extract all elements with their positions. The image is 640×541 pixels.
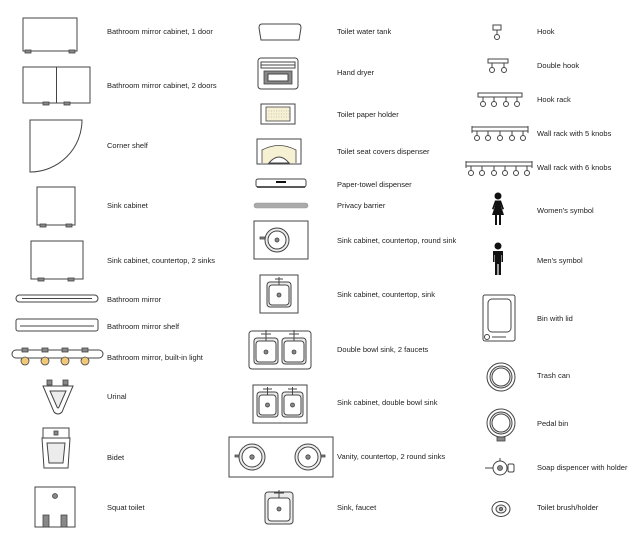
soap-dispenser-holder-icon [484, 456, 518, 480]
wall-rack-5-knobs-icon [470, 124, 530, 146]
label-corner-shelf: Corner shelf [107, 141, 148, 150]
label-pedal-bin: Pedal bin [537, 419, 569, 428]
trash-can-icon [484, 360, 518, 394]
label-bathroom-mirror-shelf: Bathroom mirror shelf [107, 322, 180, 331]
label-wall-rack-5-knobs: Wall rack with 5 knobs [537, 129, 612, 138]
label-sink-cabinet-double-bowl: Sink cabinet, double bowl sink [337, 398, 438, 407]
label-bathroom-mirror: Bathroom mirror [107, 295, 162, 304]
mirror-built-in-light-icon [10, 346, 105, 370]
bathroom-mirror-shelf-icon [14, 317, 100, 335]
mirror-cabinet-1-door-icon [20, 16, 80, 56]
label-mirror-cabinet-1-door: Bathroom mirror cabinet, 1 door [107, 27, 213, 36]
mirror-cabinet-2-doors-icon [20, 64, 95, 108]
label-womens-symbol: Women's symbol [537, 206, 594, 215]
label-sink-faucet: Sink, faucet [337, 503, 377, 512]
label-double-hook: Double hook [537, 61, 580, 70]
label-squat-toilet: Squat toilet [107, 503, 145, 512]
womens-symbol-icon [488, 192, 508, 228]
bin-with-lid-icon [480, 293, 518, 345]
hand-dryer-icon [254, 55, 304, 93]
toilet-paper-holder-icon [258, 101, 298, 127]
wall-rack-6-knobs-icon [464, 159, 534, 181]
squat-toilet-icon [32, 484, 80, 532]
label-vanity-2-round-sinks: Vanity, countertop, 2 round sinks [337, 452, 446, 461]
vanity-2-round-sinks-icon [226, 434, 336, 480]
label-toilet-water-tank: Toilet water tank [337, 27, 392, 36]
paper-towel-dispenser-icon [254, 177, 308, 191]
label-mens-symbol: Men's symbol [537, 256, 583, 265]
urinal-icon [40, 378, 80, 418]
label-toilet-seat-covers-dispenser: Toilet seat covers dispenser [337, 147, 430, 156]
label-toilet-brush-holder: Toilet brush/holder [537, 503, 599, 512]
label-trash-can: Trash can [537, 371, 571, 380]
corner-shelf-icon [28, 118, 88, 178]
pedal-bin-icon [484, 406, 518, 446]
double-bowl-sink-icon [246, 328, 314, 372]
label-hook-rack: Hook rack [537, 95, 571, 104]
toilet-water-tank-icon [256, 20, 306, 46]
sink-cabinet-2-sinks-icon [28, 238, 86, 284]
label-hook: Hook [537, 27, 555, 36]
label-bin-with-lid: Bin with lid [537, 314, 573, 323]
label-sink-cabinet-round-sink: Sink cabinet, countertop, round sink [337, 236, 457, 245]
mens-symbol-icon [490, 242, 506, 278]
bathroom-mirror-icon [14, 292, 100, 306]
label-mirror-cabinet-2-doors: Bathroom mirror cabinet, 2 doors [107, 81, 217, 90]
label-soap-dispenser-holder: Soap dispencer with holder [537, 463, 628, 472]
sink-cabinet-round-sink-icon [251, 218, 311, 262]
label-privacy-barrier: Privacy barrier [337, 201, 386, 210]
label-sink-cabinet: Sink cabinet [107, 201, 148, 210]
label-urinal: Urinal [107, 392, 127, 401]
sink-cabinet-icon [34, 185, 80, 231]
sink-cabinet-double-bowl-icon [250, 382, 310, 426]
label-mirror-built-in-light: Bathroom mirror, built-in light [107, 353, 203, 362]
sink-cabinet-sink-icon [257, 272, 303, 316]
label-toilet-paper-holder: Toilet paper holder [337, 110, 399, 119]
privacy-barrier-icon [252, 200, 310, 212]
double-hook-icon [486, 57, 510, 77]
toilet-brush-holder-icon [488, 497, 516, 521]
label-hand-dryer: Hand dryer [337, 68, 375, 77]
label-sink-cabinet-2-sinks: Sink cabinet, countertop, 2 sinks [107, 256, 215, 265]
sink-faucet-icon [262, 488, 296, 528]
bidet-icon [38, 426, 84, 474]
hook-icon [490, 23, 504, 43]
label-sink-cabinet-sink: Sink cabinet, countertop, sink [337, 290, 435, 299]
label-wall-rack-6-knobs: Wall rack with 6 knobs [537, 163, 612, 172]
toilet-seat-covers-dispenser-icon [254, 136, 304, 168]
label-bidet: Bidet [107, 453, 125, 462]
label-double-bowl-sink: Double bowl sink, 2 faucets [337, 345, 429, 354]
label-paper-towel-dispenser: Paper-towel dispenser [337, 180, 412, 189]
hook-rack-icon [476, 91, 524, 111]
